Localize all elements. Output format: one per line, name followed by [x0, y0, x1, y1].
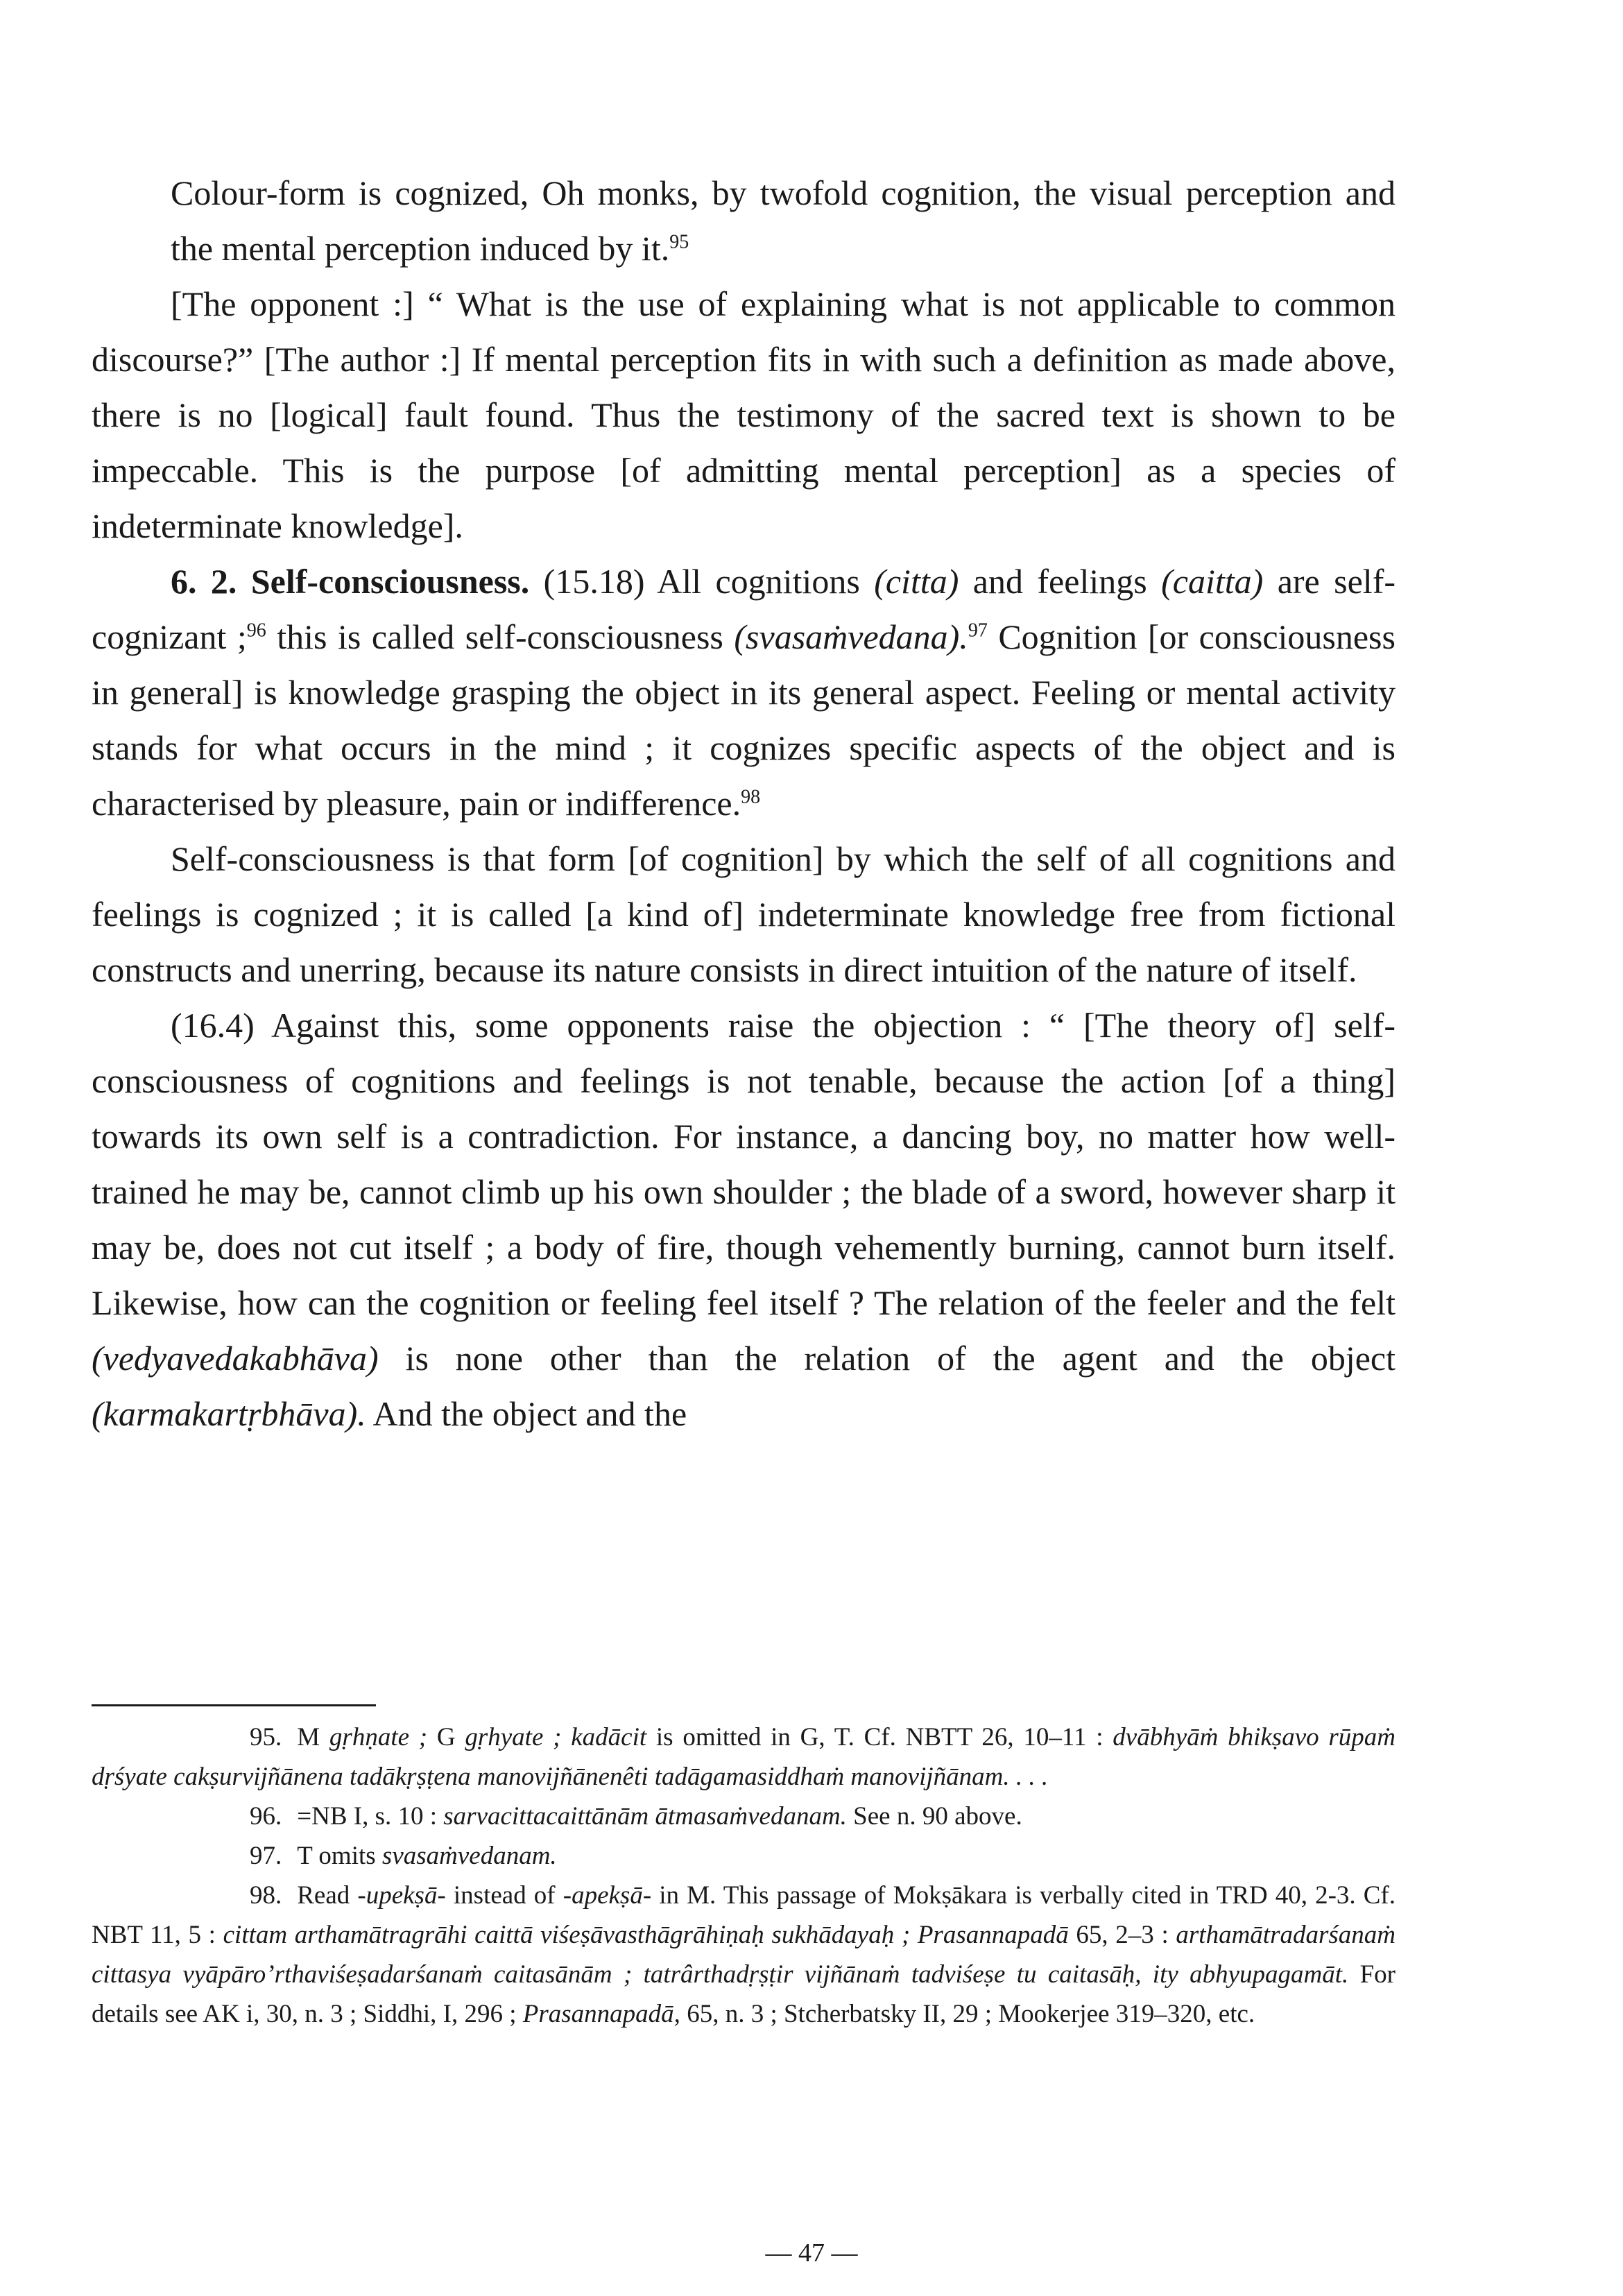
- footnote-text: Read: [297, 1881, 358, 1910]
- paragraph-text: this is called self-consciousness: [266, 617, 735, 656]
- footnote-97: [92, 1836, 1396, 1876]
- paragraph-text: Colour-form is cognized, Oh monks, by twofold cognition, the visual perception and the mental perception induced by it.: [171, 173, 1396, 268]
- footnote-ref-98[interactable]: 98: [741, 786, 761, 808]
- paragraph-text: And the object and the: [366, 1394, 687, 1433]
- term-svasamvedana: (svasaṁvedana).: [734, 617, 968, 656]
- footnote-ref-96[interactable]: 96: [246, 619, 266, 642]
- paragraph-text: is none other than the relation of the agent and the object: [378, 1339, 1396, 1378]
- footnote-text: For details see AK i, 30, n. 3 ; Siddhi, I, 296 ;: [92, 1960, 1396, 2028]
- body-text: [92, 165, 1396, 1441]
- footnote-italic: dvābhyāṁ bhikṣavo rūpaṁ dṛśyate cakṣurvijñānena tadākṛṣṭena manovijñānenêti tadāgamasiddhaṁ manovijñānam. . . .: [92, 1723, 1396, 1791]
- footnote-text: G: [427, 1723, 465, 1751]
- paragraph-text: are self-cognizant ;: [92, 562, 1396, 656]
- term-caitta: (caitta): [1161, 562, 1264, 601]
- footnote-98: [92, 1876, 1396, 2034]
- quoted-paragraph: [92, 165, 1396, 276]
- footnote-number: 96.: [250, 1802, 282, 1831]
- footnote-ref-97[interactable]: 97: [968, 619, 988, 642]
- footnote-text: instead of: [445, 1881, 563, 1910]
- footnote-italic: sarvacittacaittānām ātmasaṁvedanam.: [443, 1802, 847, 1831]
- footnote-text: T omits: [297, 1842, 382, 1870]
- paragraph-text: and feelings: [959, 562, 1162, 601]
- section-heading: Self-consciousness.: [250, 562, 530, 601]
- footnote-italic: cittam arthamātragrāhi caittā viśeṣāvasthāgrāhiṇaḥ sukhādayaḥ ; Prasannapadā: [223, 1921, 1069, 1949]
- footnote-95: [92, 1717, 1396, 1797]
- footnote-text: in M. This passage of Mokṣākara is verbally cited in TRD 40, 2-3. Cf. NBT 11, 5 :: [92, 1881, 1396, 1949]
- footnote-italic: -apekṣā-: [563, 1881, 652, 1910]
- footnote-italic: Prasannapadā,: [522, 2000, 680, 2028]
- paragraph-objection: [92, 997, 1396, 1441]
- footnote-italic: -upekṣā-: [357, 1881, 446, 1910]
- footnote-text: See n. 90 above.: [846, 1802, 1022, 1831]
- term-vedyavedakabhava: (vedyavedakabhāva): [92, 1339, 379, 1378]
- footnote-96: [92, 1797, 1396, 1836]
- paragraph-text: Cognition [or consciousness in general] is knowledge grasping the object in its general aspect. Feeling or mental activity stands for what occurs in the mind ; it cognizes specific aspects of the object and is characterised by pleasure, pain or indifference.: [92, 617, 1396, 823]
- footnote-number: 95.: [250, 1723, 282, 1751]
- paragraph-opponent: [The opponent :] “ What is the use of explaining what is not applicable to common discourse?” [The author :] If mental perception fits in with such a definition as made above, there is no [logical] fault found. Thus the testimony of the sacred text is shown to be impeccable. This is the purpose [of admitting mental perception] as a species of indeterminate knowledge].: [92, 284, 1396, 545]
- footnote-italic: gṛhyate ; kadācit: [465, 1723, 647, 1751]
- footnote-text: M: [297, 1723, 329, 1751]
- footnote-text: =NB I, s. 10 :: [297, 1802, 444, 1831]
- paragraph-text: (15.18) All cognitions: [529, 562, 875, 601]
- footnote-number: 98.: [250, 1881, 282, 1910]
- footnote-divider: [92, 1704, 376, 1706]
- section-number: 6. 2.: [171, 562, 237, 601]
- term-citta: (citta): [874, 562, 959, 601]
- term-karmakartrbhava: (karmakartṛbhāva).: [92, 1394, 366, 1433]
- footnote-italic: gṛhṇate ;: [329, 1723, 428, 1751]
- page-number: — 47 —: [765, 2238, 858, 2268]
- footnote-text: is omitted in G, T. Cf. NBTT 26, 10–11 :: [646, 1723, 1113, 1751]
- footnote-text: 65, n. 3 ; Stcherbatsky II, 29 ; Mookerjee 319–320, etc.: [680, 2000, 1255, 2028]
- footnote-italic: arthamātradarśanaṁ cittasya vyāpāro’rthaviśeṣadarśanaṁ caitasānām ; tatrârthadṛṣṭir vijñānaṁ tadviśeṣe tu caitasāḥ, ity abhyupagamāt.: [92, 1921, 1396, 1989]
- paragraph-self-consciousness: Self-consciousness is that form [of cognition] by which the self of all cognitions and feelings is cognized ; it is called [a kind of] indeterminate knowledge free from fictional constructs and unerring, because its nature consists in direct intuition of the nature of itself.: [92, 839, 1396, 989]
- paragraph-text: (16.4) Against this, some opponents raise the objection : “ [The theory of] self-consciousness of cognitions and feelings is not tenable, because the action [of a thing] towards its own self is a contradiction. For instance, a dancing boy, no matter how well-trained he may be, cannot climb up his own shoulder ; the blade of a sword, however sharp it may be, does not cut itself ; a body of fire, though vehemently burning, cannot burn itself. Likewise, how can the cognition or feeling feel itself ? The relation of the feeler and the felt: [92, 1006, 1396, 1322]
- footnote-text: 65, 2–3 :: [1068, 1921, 1176, 1949]
- footnote-italic: svasaṁvedanam.: [381, 1842, 557, 1870]
- section-paragraph: [92, 554, 1396, 831]
- footnotes: [92, 1717, 1396, 2034]
- footnote-ref-95[interactable]: 95: [669, 231, 689, 253]
- footnote-number: 97.: [250, 1842, 282, 1870]
